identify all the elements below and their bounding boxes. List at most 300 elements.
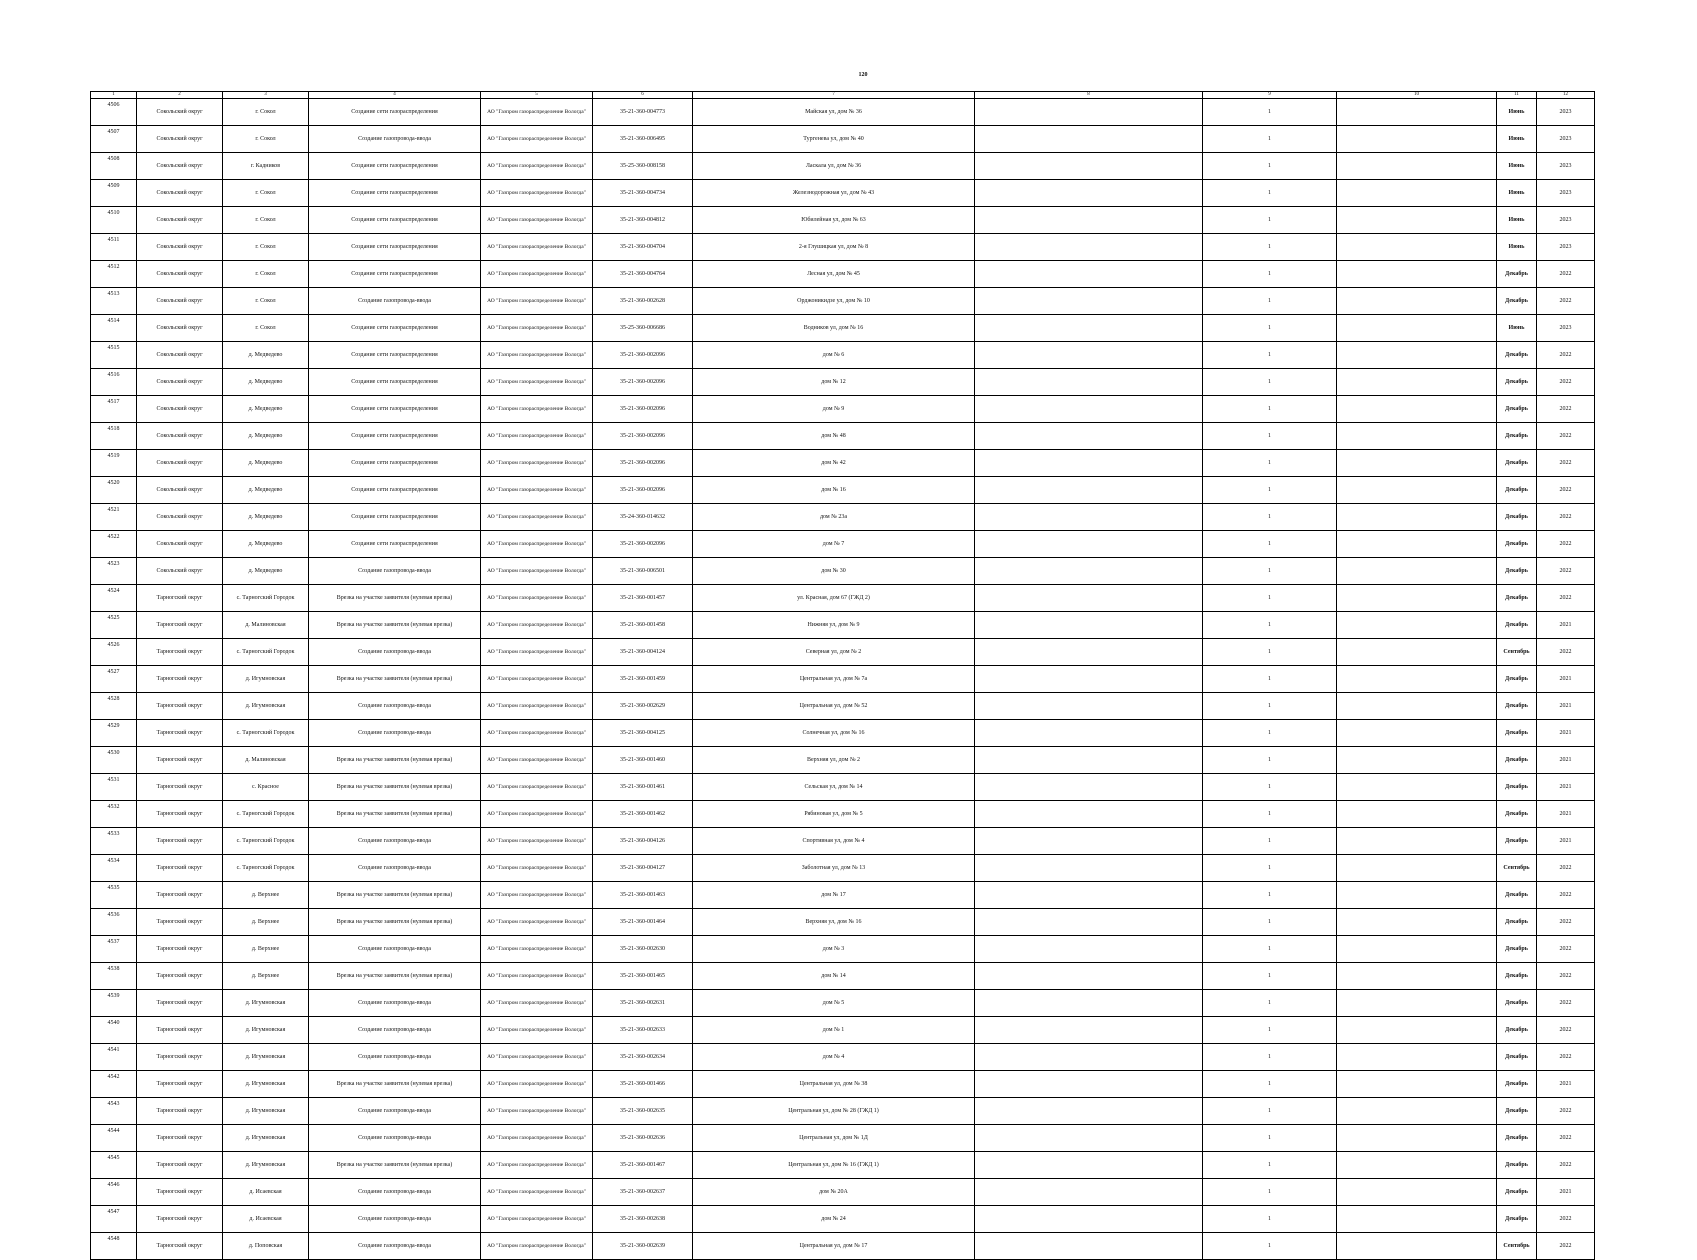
cell-organization: АО "Газпром газораспределение Вологда" [481,1152,593,1179]
cell-row-number: 4545 [91,1152,137,1179]
cell-col-8 [975,1233,1203,1260]
cell-work-type: Создание газопровода-ввода [309,639,481,666]
cell-work-type: Создание сети газораспределения [309,180,481,207]
cell-registry-number: 35-21-360-002096 [593,369,693,396]
cell-address: Юбилейная ул, дом № 63 [693,207,975,234]
cell-month: Декабрь [1497,909,1537,936]
table-row [91,1233,1595,1260]
table-row [91,126,1595,153]
cell-year: 2021 [1537,720,1595,747]
cell-col-10 [1337,153,1497,180]
cell-row-number: 4522 [91,531,137,558]
cell-registry-number: 35-21-360-004734 [593,180,693,207]
cell-organization: АО "Газпром газораспределение Вологда" [481,1044,593,1071]
cell-row-number: 4508 [91,153,137,180]
table-row [91,153,1595,180]
cell-quantity: 1 [1203,99,1337,126]
cell-row-number: 4537 [91,936,137,963]
cell-col-10 [1337,828,1497,855]
cell-district: Сокольский округ [137,99,223,126]
cell-work-type: Врезка на участке заявителя (нулевая врезка) [309,612,481,639]
cell-month: Декабрь [1497,963,1537,990]
cell-organization: АО "Газпром газораспределение Вологда" [481,1071,593,1098]
header-address: 7 [693,92,975,99]
cell-district: Тарногский округ [137,1125,223,1152]
cell-col-8 [975,1044,1203,1071]
cell-quantity: 1 [1203,1017,1337,1044]
cell-work-type: Врезка на участке заявителя (нулевая врезка) [309,801,481,828]
cell-year: 2021 [1537,774,1595,801]
cell-district: Тарногский округ [137,612,223,639]
cell-col-10 [1337,315,1497,342]
cell-row-number: 4510 [91,207,137,234]
cell-quantity: 1 [1203,1098,1337,1125]
cell-address: Центральная ул, дом № 52 [693,693,975,720]
cell-organization: АО "Газпром газораспределение Вологда" [481,990,593,1017]
cell-row-number: 4511 [91,234,137,261]
cell-settlement: д. Малиновская [223,612,309,639]
cell-month: Декабрь [1497,558,1537,585]
cell-month: Июнь [1497,315,1537,342]
cell-district: Сокольский округ [137,261,223,288]
cell-work-type: Создание газопровода-ввода [309,936,481,963]
cell-district: Тарногский округ [137,1152,223,1179]
table-row [91,585,1595,612]
cell-registry-number: 35-21-360-002631 [593,990,693,1017]
header-settlement: 3 [223,92,309,99]
cell-month: Декабрь [1497,801,1537,828]
cell-address: Ласкала ул, дом № 36 [693,153,975,180]
cell-address: дом № 6 [693,342,975,369]
cell-registry-number: 35-21-360-002638 [593,1206,693,1233]
cell-district: Тарногский округ [137,720,223,747]
cell-quantity: 1 [1203,450,1337,477]
cell-work-type: Врезка на участке заявителя (нулевая врезка) [309,666,481,693]
cell-work-type: Создание сети газораспределения [309,234,481,261]
cell-settlement: д. Верхнее [223,909,309,936]
cell-address: Центральная ул, дом № 28 (ГЖД 1) [693,1098,975,1125]
cell-organization: АО "Газпром газораспределение Вологда" [481,693,593,720]
cell-col-10 [1337,450,1497,477]
cell-quantity: 1 [1203,531,1337,558]
cell-organization: АО "Газпром газораспределение Вологда" [481,855,593,882]
cell-col-10 [1337,774,1497,801]
cell-work-type: Создание сети газораспределения [309,396,481,423]
cell-district: Тарногский округ [137,828,223,855]
cell-district: Сокольский округ [137,342,223,369]
cell-col-8 [975,990,1203,1017]
cell-month: Декабрь [1497,747,1537,774]
cell-district: Тарногский округ [137,1233,223,1260]
table-row [91,315,1595,342]
cell-settlement: д. Исаевская [223,1206,309,1233]
table-row [91,504,1595,531]
cell-organization: АО "Газпром газораспределение Вологда" [481,261,593,288]
cell-year: 2023 [1537,207,1595,234]
cell-district: Тарногский округ [137,1206,223,1233]
cell-month: Декабрь [1497,1125,1537,1152]
cell-registry-number: 35-21-360-001459 [593,666,693,693]
cell-organization: АО "Газпром газораспределение Вологда" [481,99,593,126]
cell-registry-number: 35-21-360-002635 [593,1098,693,1125]
cell-quantity: 1 [1203,882,1337,909]
cell-work-type: Врезка на участке заявителя (нулевая врезка) [309,774,481,801]
cell-district: Тарногский округ [137,1179,223,1206]
cell-month: Декабрь [1497,369,1537,396]
cell-row-number: 4542 [91,1071,137,1098]
cell-col-10 [1337,1152,1497,1179]
cell-year: 2022 [1537,1017,1595,1044]
cell-row-number: 4541 [91,1044,137,1071]
cell-registry-number: 35-21-360-004127 [593,855,693,882]
cell-work-type: Врезка на участке заявителя (нулевая врезка) [309,909,481,936]
cell-work-type: Врезка на участке заявителя (нулевая врезка) [309,1071,481,1098]
cell-address: Заболотная ул, дом № 13 [693,855,975,882]
cell-organization: АО "Газпром газораспределение Вологда" [481,153,593,180]
cell-month: Декабрь [1497,1179,1537,1206]
cell-organization: АО "Газпром газораспределение Вологда" [481,342,593,369]
cell-quantity: 1 [1203,234,1337,261]
cell-col-8 [975,153,1203,180]
cell-quantity: 1 [1203,423,1337,450]
cell-address: Верхняя ул, дом № 2 [693,747,975,774]
cell-district: Тарногский округ [137,666,223,693]
cell-col-10 [1337,477,1497,504]
cell-quantity: 1 [1203,720,1337,747]
cell-organization: АО "Газпром газораспределение Вологда" [481,531,593,558]
cell-col-10 [1337,288,1497,315]
table-row [91,558,1595,585]
cell-year: 2022 [1537,531,1595,558]
cell-registry-number: 35-21-360-001463 [593,882,693,909]
cell-quantity: 1 [1203,342,1337,369]
cell-organization: АО "Газпром газораспределение Вологда" [481,396,593,423]
cell-col-8 [975,1179,1203,1206]
cell-quantity: 1 [1203,693,1337,720]
cell-month: Сентябрь [1497,1233,1537,1260]
cell-registry-number: 35-21-360-004125 [593,720,693,747]
cell-row-number: 4526 [91,639,137,666]
cell-address: Орджоникидзе ул, дом № 10 [693,288,975,315]
cell-settlement: с. Тарногский Городок [223,720,309,747]
cell-address: Водников ул, дом № 16 [693,315,975,342]
cell-quantity: 1 [1203,774,1337,801]
table-row [91,180,1595,207]
cell-row-number: 4531 [91,774,137,801]
cell-col-10 [1337,342,1497,369]
cell-month: Декабрь [1497,288,1537,315]
cell-registry-number: 35-25-360-008158 [593,153,693,180]
cell-month: Декабрь [1497,990,1537,1017]
cell-work-type: Создание сети газораспределения [309,342,481,369]
cell-organization: АО "Газпром газораспределение Вологда" [481,963,593,990]
table-row [91,1017,1595,1044]
cell-settlement: г. Кадников [223,153,309,180]
cell-organization: АО "Газпром газораспределение Вологда" [481,882,593,909]
cell-registry-number: 35-21-360-004126 [593,828,693,855]
cell-row-number: 4546 [91,1179,137,1206]
cell-organization: АО "Газпром газораспределение Вологда" [481,126,593,153]
cell-year: 2022 [1537,909,1595,936]
cell-registry-number: 35-21-360-002096 [593,342,693,369]
cell-month: Декабрь [1497,1071,1537,1098]
cell-col-10 [1337,612,1497,639]
cell-work-type: Врезка на участке заявителя (нулевая врезка) [309,882,481,909]
cell-district: Тарногский округ [137,855,223,882]
page-number: 120 [858,72,868,78]
table-row [91,909,1595,936]
cell-settlement: г. Сокол [223,234,309,261]
cell-organization: АО "Газпром газораспределение Вологда" [481,504,593,531]
cell-row-number: 4535 [91,882,137,909]
table-row [91,774,1595,801]
cell-col-8 [975,450,1203,477]
cell-settlement: с. Тарногский Городок [223,639,309,666]
cell-quantity: 1 [1203,855,1337,882]
cell-settlement: д. Медведево [223,450,309,477]
cell-col-10 [1337,1098,1497,1125]
cell-col-8 [975,1125,1203,1152]
cell-organization: АО "Газпром газораспределение Вологда" [481,1017,593,1044]
cell-settlement: г. Сокол [223,126,309,153]
cell-row-number: 4507 [91,126,137,153]
cell-month: Сентябрь [1497,639,1537,666]
table-row [91,882,1595,909]
cell-district: Сокольский округ [137,153,223,180]
cell-district: Сокольский округ [137,450,223,477]
cell-settlement: д. Верхнее [223,963,309,990]
header-work-type: 4 [309,92,481,99]
cell-settlement: д. Игумновская [223,693,309,720]
cell-month: Июнь [1497,234,1537,261]
cell-col-10 [1337,234,1497,261]
header-district: 2 [137,92,223,99]
cell-month: Декабрь [1497,882,1537,909]
cell-year: 2022 [1537,1125,1595,1152]
cell-organization: АО "Газпром газораспределение Вологда" [481,936,593,963]
cell-month: Декабрь [1497,504,1537,531]
cell-row-number: 4525 [91,612,137,639]
cell-address: Нижняя ул, дом № 9 [693,612,975,639]
cell-year: 2021 [1537,666,1595,693]
cell-registry-number: 35-21-360-001466 [593,1071,693,1098]
cell-col-10 [1337,1071,1497,1098]
cell-district: Тарногский округ [137,1071,223,1098]
cell-col-10 [1337,1125,1497,1152]
cell-row-number: 4509 [91,180,137,207]
cell-row-number: 4513 [91,288,137,315]
cell-registry-number: 35-21-360-002096 [593,423,693,450]
cell-district: Тарногский округ [137,909,223,936]
cell-settlement: д. Медведево [223,369,309,396]
cell-registry-number: 35-21-360-002639 [593,1233,693,1260]
cell-col-10 [1337,126,1497,153]
cell-work-type: Создание газопровода-ввода [309,1098,481,1125]
cell-district: Тарногский округ [137,801,223,828]
cell-month: Сентябрь [1497,855,1537,882]
cell-work-type: Создание газопровода-ввода [309,990,481,1017]
table-row [91,207,1595,234]
cell-registry-number: 35-21-360-002628 [593,288,693,315]
cell-year: 2022 [1537,342,1595,369]
cell-quantity: 1 [1203,1152,1337,1179]
cell-address: дом № 24 [693,1206,975,1233]
cell-month: Декабрь [1497,720,1537,747]
cell-year: 2021 [1537,747,1595,774]
cell-col-10 [1337,666,1497,693]
cell-address: Майская ул, дом № 36 [693,99,975,126]
cell-year: 2022 [1537,1152,1595,1179]
cell-organization: АО "Газпром газораспределение Вологда" [481,207,593,234]
cell-district: Тарногский округ [137,963,223,990]
cell-address: дом № 17 [693,882,975,909]
cell-settlement: г. Сокол [223,261,309,288]
cell-year: 2022 [1537,396,1595,423]
cell-quantity: 1 [1203,747,1337,774]
cell-registry-number: 35-21-360-002636 [593,1125,693,1152]
cell-work-type: Создание сети газораспределения [309,477,481,504]
cell-month: Декабрь [1497,531,1537,558]
cell-col-8 [975,720,1203,747]
cell-row-number: 4512 [91,261,137,288]
cell-work-type: Создание газопровода-ввода [309,1179,481,1206]
cell-work-type: Создание сети газораспределения [309,531,481,558]
cell-month: Декабрь [1497,342,1537,369]
cell-row-number: 4540 [91,1017,137,1044]
cell-address: Центральная ул, дом № 1Д [693,1125,975,1152]
cell-col-10 [1337,855,1497,882]
cell-registry-number: 35-21-360-001461 [593,774,693,801]
table-row [91,936,1595,963]
cell-month: Декабрь [1497,1206,1537,1233]
cell-year: 2022 [1537,369,1595,396]
cell-quantity: 1 [1203,396,1337,423]
table-row [91,801,1595,828]
cell-col-8 [975,126,1203,153]
cell-year: 2022 [1537,477,1595,504]
cell-col-8 [975,99,1203,126]
cell-registry-number: 35-21-360-002096 [593,396,693,423]
cell-district: Сокольский округ [137,126,223,153]
cell-address: дом № 4 [693,1044,975,1071]
cell-settlement: д. Игумновская [223,1152,309,1179]
cell-organization: АО "Газпром газораспределение Вологда" [481,477,593,504]
cell-work-type: Врезка на участке заявителя (нулевая врезка) [309,1152,481,1179]
cell-col-10 [1337,882,1497,909]
cell-col-10 [1337,1233,1497,1260]
cell-address: Верхняя ул, дом № 16 [693,909,975,936]
cell-settlement: д. Верхнее [223,882,309,909]
cell-settlement: д. Игумновская [223,990,309,1017]
cell-year: 2022 [1537,1098,1595,1125]
cell-address: дом № 3 [693,936,975,963]
cell-month: Декабрь [1497,1098,1537,1125]
cell-registry-number: 35-21-360-001460 [593,747,693,774]
table-row [91,720,1595,747]
cell-quantity: 1 [1203,828,1337,855]
table-row [91,612,1595,639]
cell-organization: АО "Газпром газораспределение Вологда" [481,1206,593,1233]
cell-district: Тарногский округ [137,990,223,1017]
table-row [91,369,1595,396]
cell-year: 2023 [1537,180,1595,207]
cell-row-number: 4544 [91,1125,137,1152]
cell-organization: АО "Газпром газораспределение Вологда" [481,423,593,450]
table-row [91,342,1595,369]
registry-table-container [90,91,1595,1260]
cell-registry-number: 35-21-360-004764 [593,261,693,288]
cell-col-8 [975,1017,1203,1044]
cell-year: 2022 [1537,855,1595,882]
cell-row-number: 4529 [91,720,137,747]
cell-month: Декабрь [1497,1152,1537,1179]
cell-quantity: 1 [1203,1125,1337,1152]
cell-district: Сокольский округ [137,180,223,207]
cell-work-type: Создание сети газораспределения [309,261,481,288]
cell-organization: АО "Газпром газораспределение Вологда" [481,585,593,612]
cell-work-type: Создание газопровода-ввода [309,1206,481,1233]
table-row [91,1206,1595,1233]
table-row [91,396,1595,423]
cell-quantity: 1 [1203,477,1337,504]
cell-settlement: д. Медведево [223,477,309,504]
cell-address: Сельская ул, дом № 14 [693,774,975,801]
cell-settlement: г. Сокол [223,99,309,126]
cell-district: Сокольский округ [137,234,223,261]
table-row [91,531,1595,558]
cell-month: Июнь [1497,126,1537,153]
cell-month: Июнь [1497,180,1537,207]
cell-settlement: д. Верхнее [223,936,309,963]
cell-work-type: Создание газопровода-ввода [309,126,481,153]
cell-settlement: д. Игумновская [223,1017,309,1044]
cell-district: Тарногский округ [137,1098,223,1125]
cell-col-8 [975,801,1203,828]
cell-settlement: д. Медведево [223,531,309,558]
cell-quantity: 1 [1203,180,1337,207]
cell-row-number: 4534 [91,855,137,882]
cell-row-number: 4543 [91,1098,137,1125]
cell-district: Сокольский округ [137,315,223,342]
cell-col-8 [975,639,1203,666]
cell-month: Декабрь [1497,1017,1537,1044]
cell-col-10 [1337,585,1497,612]
table-header-row [91,92,1595,99]
cell-settlement: д. Поповская [223,1233,309,1260]
cell-address: Спортивная ул, дом № 4 [693,828,975,855]
cell-work-type: Создание газопровода-ввода [309,1017,481,1044]
cell-work-type: Создание газопровода-ввода [309,828,481,855]
cell-year: 2022 [1537,1044,1595,1071]
cell-settlement: г. Сокол [223,180,309,207]
cell-registry-number: 35-21-360-002630 [593,936,693,963]
cell-address: 2-я Глушицкая ул, дом № 8 [693,234,975,261]
cell-month: Декабрь [1497,477,1537,504]
cell-address: дом № 12 [693,369,975,396]
table-row [91,1125,1595,1152]
table-row [91,477,1595,504]
cell-district: Тарногский округ [137,882,223,909]
cell-year: 2022 [1537,423,1595,450]
cell-settlement: с. Тарногский Городок [223,801,309,828]
cell-organization: АО "Газпром газораспределение Вологда" [481,666,593,693]
cell-col-8 [975,774,1203,801]
table-row [91,1044,1595,1071]
cell-organization: АО "Газпром газораспределение Вологда" [481,1125,593,1152]
cell-settlement: д. Игумновская [223,1044,309,1071]
cell-month: Декабрь [1497,936,1537,963]
cell-col-8 [975,234,1203,261]
